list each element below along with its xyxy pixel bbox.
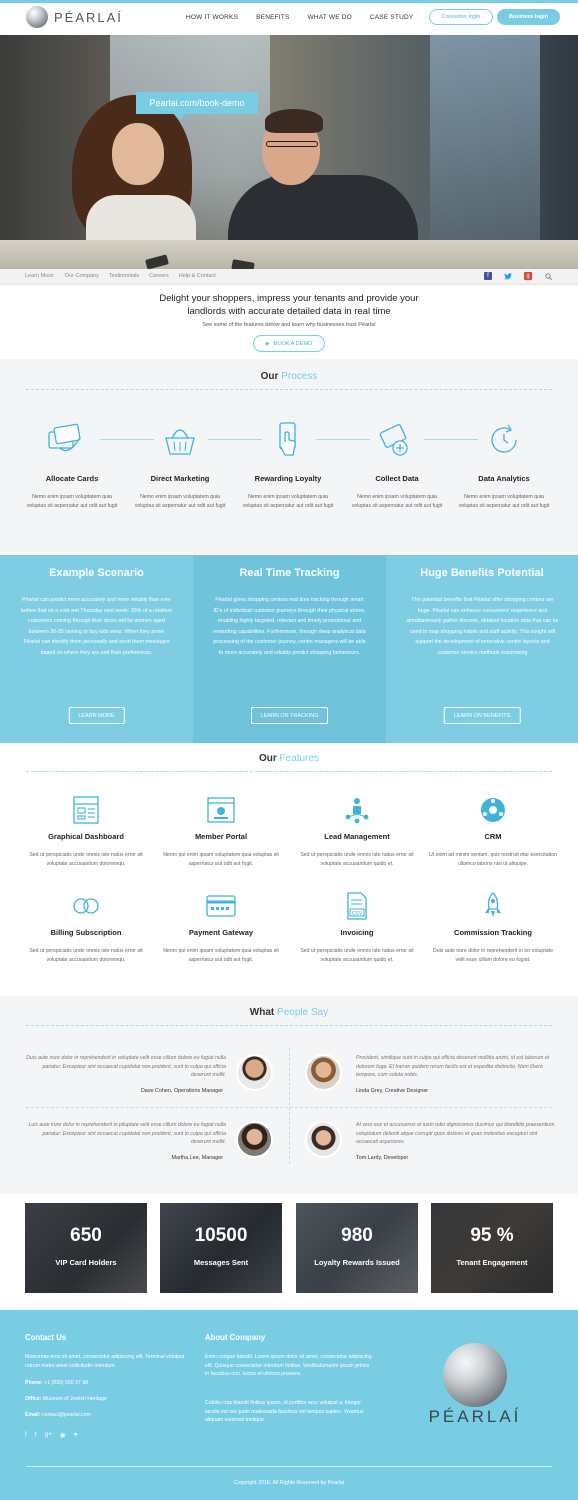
- process-step-text: Nemo enim ipsam voluptatem quia voluptas sit aspernatur aut odit aut fugit: [134, 494, 226, 509]
- feature-title: CRM: [484, 832, 502, 841]
- learn-on-benefits-button[interactable]: LEARN ON BENEFITS: [444, 707, 521, 724]
- testimonial-quote: Provident, similique sunt in culpa qui officia deserunt mollitia animi, id est laborum et dolorum fuga. Et harum quidem rerum facilis est et expedita distinctio. Nam libero tempore, cum soluta nobis.: [356, 1055, 550, 1079]
- svg-text:CSV: CSV: [352, 911, 363, 917]
- intro-headline-line1: Delight your shoppers, impress your tenants and provide your: [159, 293, 419, 304]
- invoice-icon: [342, 891, 372, 921]
- process-connector: [316, 439, 370, 440]
- stat-number: 95 %: [470, 1225, 514, 1246]
- process-title-accent: Process: [281, 371, 318, 382]
- facebook-icon[interactable]: f: [25, 1431, 27, 1438]
- scenario-text: The potential benefits that Péarlaí offer shopping centres are huge. Péarlaí can enhance consumers' experience and simultaneously gather discrete, detailed location data that can be used to map shopping habits and staff activity. This insight will support the development of innovative centre layouts and customer service methods maximising: [406, 597, 559, 656]
- footer-about-text: Enim congue blandit. Lorem ipsum dolor sit amet, consectetur adipiscing elit. Quisque consectetur interdum finibus. Vestibulumante ipsum primis in faucibus orci. luctus et ultrices posuere.: [205, 1354, 372, 1377]
- learn-on-tracking-button[interactable]: LEARN ON TRACKING: [251, 707, 329, 724]
- email-value[interactable]: contact@pearlai.com: [42, 1412, 91, 1418]
- feature-text: Sed ut perspiciatis unde omnis iste natus error sit voluptate accusantium doloremqu.: [29, 948, 143, 964]
- man-hair: [265, 109, 323, 133]
- nav-case-study[interactable]: CASE STUDY: [369, 14, 414, 21]
- testimonial-author: Martha Lee, Manager: [171, 1155, 223, 1161]
- testimonials-title-main: What: [249, 1007, 275, 1018]
- avatar: [305, 1121, 342, 1158]
- testimonials-title-accent: People Say: [277, 1007, 329, 1018]
- testimonials-title: [0, 1007, 578, 1018]
- pinterest-icon[interactable]: ◉: [60, 1432, 66, 1439]
- stat-card: [25, 1203, 147, 1293]
- learn-more-label: Learn More:: [25, 273, 55, 279]
- features-title-main: Our: [258, 753, 277, 764]
- member-portal-icon: [206, 795, 236, 825]
- scenario-panel-example: [0, 555, 193, 743]
- social-links: [484, 272, 552, 280]
- book-demo-button[interactable]: [253, 335, 325, 352]
- scenario-title: Huge Benefits Potential: [420, 567, 544, 579]
- avatar: [305, 1054, 342, 1091]
- crm-icon: [478, 795, 508, 825]
- stat-label: Messages Sent: [193, 1258, 249, 1267]
- process-connector: [208, 439, 262, 440]
- stat-card: [160, 1203, 282, 1293]
- link-our-company[interactable]: Our Company: [64, 273, 99, 279]
- feature-title: Graphical Dashboard: [48, 832, 124, 841]
- process-step-text: Nemo enim ipsam voluptatem quia voluptas sit aspernatur aut odit aut fugit: [351, 494, 443, 509]
- scenario-title: Example Scenario: [49, 567, 144, 579]
- avatar: [236, 1054, 273, 1091]
- facebook-icon[interactable]: f: [484, 272, 492, 280]
- woman-face: [112, 123, 164, 185]
- feature-text: Sed ut perspiciatis unde omnis iste natus error sit voluptate accusantium quido et.: [300, 852, 414, 868]
- feature-text: Sed ut perspiciatis unde omnis iste natus error sit voluptate accusantium doloremqu.: [29, 852, 143, 868]
- site-header: [0, 3, 578, 35]
- billing-icon: [71, 891, 101, 921]
- footer-logo-text: PÉARLAÍ: [428, 1407, 522, 1426]
- testimonial-author: Dave Cohen, Operations Manager: [140, 1088, 223, 1094]
- footer-social-links: [25, 1431, 78, 1439]
- divider: [26, 1466, 552, 1467]
- footer-about-text: Cubilia cras blandit finibus ipsum, id porttitor arcu volutpat a. Integer iaculis est nec justo malesuada faucibus vel tempus sapien. Vivamus aliquam euismod tristique.: [205, 1400, 364, 1423]
- divider: [289, 1048, 290, 1164]
- feature-title: Billing Subscription: [50, 928, 122, 937]
- feature-title: Payment Gateway: [188, 928, 254, 937]
- process-step-text: Nemo enim ipsam voluptatem quia voluptas sit aspernatur aut odit aut fugit: [458, 494, 550, 509]
- feature-title: Lead Management: [324, 832, 390, 841]
- link-help-contact[interactable]: Help & Contact: [178, 273, 216, 279]
- avatar: [236, 1121, 273, 1158]
- hero-window: [430, 35, 540, 269]
- scenario-text: Péarlaí gives shopping centres real time tracking through smart ID's of individual customer journeys through their physical stores, enabling highly targeted, relevant and timely promotional and rewarding capabilities. Furthermore, through deep analytical data processing of the customer journey, centre managers will be able to more accurately and reliably predict shopping behaviours.: [213, 597, 366, 656]
- stat-card: [296, 1203, 418, 1293]
- footer-about-title: About Company: [205, 1333, 266, 1342]
- process-title: [0, 371, 578, 382]
- dashboard-icon: [71, 795, 101, 825]
- google-plus-icon[interactable]: g: [524, 272, 532, 280]
- intro-headline: [0, 292, 578, 318]
- copyright: Copyright 2016. All Rights Reserved by Pearlai: [233, 1480, 345, 1486]
- stat-number: 980: [341, 1225, 373, 1246]
- feature-text: Duis aute irure dolor in reprehenderit in ter voluptate velit esse cillum dolore eu fugiat.: [433, 948, 553, 964]
- footer-contact-title: Contact Us: [25, 1333, 67, 1342]
- testimonial-quote: At vero eos et accusamus et iusto odio dignissimos ducimus qui blanditiis praesentium voluptatum deleniti atque corrupti quos dolores et quas molestias excepturi sint occaecati asperiores.: [356, 1122, 555, 1146]
- feature-text: Nemo qui enim ipsam voluptatem quia voluptas sit aspernatur aut odit aut fugit.: [163, 948, 279, 964]
- book-demo-bubble[interactable]: Pearlai.com/book-demo: [136, 92, 258, 114]
- process-step-title: Collect Data: [375, 474, 419, 483]
- process-step-title: Allocate Cards: [45, 474, 99, 483]
- consumer-login-button[interactable]: Consumer login: [429, 9, 493, 25]
- scenario-panel-tracking: [193, 555, 386, 743]
- mobile-touch-icon: [268, 420, 308, 460]
- divider: [26, 1107, 552, 1108]
- phone-label: Phone:: [25, 1380, 43, 1386]
- stat-number: 10500: [194, 1225, 248, 1246]
- glasses: [266, 141, 318, 147]
- stat-label: Tenant Engagement: [456, 1258, 528, 1267]
- feature-text: Ut enim ad minim veniam, quis nostrud etur exercitation ullamco laboris nisi ut aliquipe.: [428, 852, 557, 868]
- google-plus-icon[interactable]: g+: [44, 1431, 53, 1438]
- process-step-title: Direct Marketing: [150, 474, 210, 483]
- features-title-accent: Features: [279, 753, 320, 764]
- brand-name: PÉARLAÍ: [54, 9, 123, 25]
- brand-logo[interactable]: [26, 6, 123, 28]
- process-connector: [100, 439, 154, 440]
- divider: [26, 389, 552, 390]
- process-connector: [424, 439, 478, 440]
- scenario-title: Real Time Tracking: [239, 567, 340, 579]
- hero-table: [0, 240, 578, 269]
- phone-value[interactable]: +1 (830) 500 37 98: [44, 1380, 89, 1386]
- pearl-logo-icon: [26, 6, 48, 28]
- intro-headline-line2: landlords with accurate detailed data in real time: [187, 306, 391, 317]
- nav-how-it-works[interactable]: HOW IT WORKS: [186, 14, 239, 21]
- analytics-refresh-icon: [484, 420, 524, 460]
- features-title: [0, 753, 578, 764]
- shopping-basket-icon: [160, 420, 200, 460]
- learn-more-bar: [0, 269, 578, 285]
- office-label: Office:: [25, 1396, 42, 1402]
- feature-title: Invoicing: [340, 928, 374, 937]
- book-demo-label: BOOK A DEMO: [273, 340, 313, 347]
- nav-what-we-do[interactable]: WHAT WE DO: [307, 14, 352, 21]
- process-step-title: Rewarding Loyalty: [254, 474, 322, 483]
- footer-contact-text: Maecenas eros sit amet, consectetur adipiscing elit. Terminal volutpat rutrum metru amet sollicitudin interdum.: [25, 1354, 185, 1369]
- main-nav: [186, 14, 431, 21]
- stat-number: 650: [70, 1225, 102, 1246]
- lead-management-icon: [342, 795, 372, 825]
- divider: [26, 1025, 552, 1026]
- dribbble-icon[interactable]: ●: [73, 1431, 78, 1438]
- rocket-icon: [478, 891, 508, 921]
- twitter-icon[interactable]: t: [34, 1431, 37, 1438]
- cards-icon: [46, 420, 86, 460]
- scenario-text: Péarlaí can predict more accurately and more reliably than ever before that on a cold wet Thursday next week: 35% of a retailers customers coming through their doors will be women aged between 30-35 looking to buy kids wear. When they arrive Péarlaí can identify them personally and send them messages based on where they are and their preferences.: [21, 597, 172, 656]
- stat-label: VIP Card Holders: [55, 1258, 117, 1267]
- play-icon: ▶: [265, 340, 270, 347]
- process-step-text: Nemo enim ipsam voluptatem quia voluptas sit aspernatur aut odit aut fugit: [26, 494, 118, 509]
- testimonial-author: Tom Lardy, Developer: [356, 1155, 409, 1161]
- stat-card: [431, 1203, 553, 1293]
- feature-title: Commission Tracking: [454, 928, 532, 937]
- process-title-main: Our: [260, 371, 279, 382]
- site-footer: [0, 1310, 578, 1500]
- footer-email: [25, 1411, 193, 1420]
- email-label: Email:: [25, 1412, 41, 1418]
- testimonial-author: Linda Grey, Creative Designer: [356, 1088, 429, 1094]
- feature-text: Sed ut perspiciatis unde omnis iste natus error sit voluptate accusantium quido et.: [300, 948, 414, 964]
- feature-title: Member Portal: [194, 832, 248, 841]
- process-step-title: Data Analytics: [478, 474, 530, 483]
- search-icon[interactable]: [544, 272, 552, 280]
- intro-subtitle: See some of the features below and learn why businesses trust Péarlaí: [202, 322, 376, 328]
- feature-text: Nemo qui enim ipsam voluptatem quia voluptas sit aspernatur aut odit aut fugit.: [163, 852, 279, 868]
- learn-more-button[interactable]: LEARN MORE: [68, 707, 124, 724]
- link-testimonials[interactable]: Testimonials: [108, 273, 140, 279]
- hero-image: [0, 35, 578, 269]
- divider: [26, 771, 552, 772]
- nav-benefits[interactable]: BENEFITS: [256, 14, 290, 21]
- process-step-text: Nemo enim ipsam voluptatem quia voluptas sit aspernatur aut odit aut fugit: [242, 494, 334, 509]
- collect-data-icon: [376, 420, 416, 460]
- pearl-logo-icon: [443, 1343, 507, 1407]
- footer-office: [25, 1395, 193, 1404]
- stat-label: Loyalty Rewards Issued: [314, 1258, 400, 1267]
- link-careers[interactable]: Careers: [149, 273, 169, 279]
- footer-phone: [25, 1379, 193, 1388]
- business-login-button[interactable]: Business login: [497, 9, 560, 25]
- testimonial-quote: Duis aute irure dolor in reprehenderit in voluptate velit esse cillum dolore eu fugiat nulla pariatur. Excepteur sint occaecat cupidatat non proident, sunt in culpa qui officia deserunt mollit.: [26, 1055, 226, 1079]
- office-value: Museum of Jewish Heritage: [42, 1396, 107, 1402]
- payment-gateway-icon: [206, 891, 236, 921]
- scenario-panel-benefits: [386, 555, 578, 743]
- twitter-icon[interactable]: [504, 272, 512, 280]
- testimonial-quote: Luis aute irure dolor in reprehenderit in piluptate velit esse cillum dolore eu fugiat nulla pariatur. Excepteur sint occaecat cupidatat non proident, sunt in culpa qui officia deserunt mollit.: [28, 1122, 226, 1146]
- learn-more-links: [25, 273, 216, 279]
